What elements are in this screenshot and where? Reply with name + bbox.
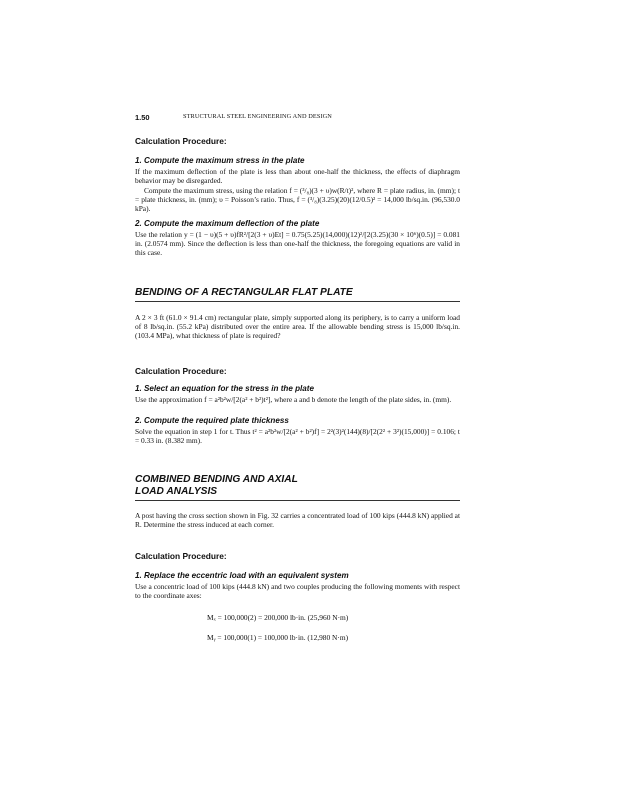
step-heading: 1. Select an equation for the stress in the plate [135,384,315,393]
calc-procedure-heading-2: Calculation Procedure: [135,366,227,376]
step-heading: 2. Compute the maximum deflection of the plate [135,219,320,228]
running-head [135,113,460,122]
step-heading: 1. Replace the eccentric load with an equivalent system [135,571,349,580]
paragraph: Compute the maximum stress, using the relation f = (³/₈)(3 + υ)w(R/t)², where R = plate radius, in. (mm); t = plate thickness, in. (mm); υ = Poisson’s ratio. Thus, f = (³/₈)(3.25)(20)(12/0.5)² = 14,000 lb/sq.in. (96,530.0 kPa). [135,186,460,214]
step-heading: 2. Compute the required plate thickness [135,416,289,425]
step-heading: 1. Compute the maximum stress in the plate [135,156,305,165]
section-rule [135,301,460,302]
calc-procedure-heading-3: Calculation Procedure: [135,551,227,561]
problem-statement: A post having the cross section shown in Fig. 32 carries a concentrated load of 100 kips (444.8 kN) applied at R. Determine the stress induced at each corner. [135,511,460,530]
paragraph: Use the relation y = (1 − υ)(5 + υ)fR²/[2(3 + υ)Et] = 0.75(5.25)(14,000)(12)²/[2(3.25)(30 × 10⁶)(0.5)] = 0.081 in. (2.0574 mm). Since the deflection is less than one-half the thickness, the foregoing equations are valid in this case. [135,230,460,258]
equation-mx: Mₓ = 100,000(2) = 200,000 lb·in. (25,960 N·m) [207,613,349,622]
running-title: STRUCTURAL STEEL ENGINEERING AND DESIGN [183,113,332,120]
section-rule [135,500,460,501]
paragraph: Solve the equation in step 1 for t. Thus t² = a²b²w/[2(a² + b²)f] = 2²(3)²(144)(8)/[2(2² + 3²)(15,000)] = 0.106; t = 0.33 in. (8.382 mm). [135,427,460,446]
section-title-line-2: LOAD ANALYSIS [135,486,218,497]
paragraph: Use the approximation f = a²b²w/[2(a² + b²)t²], where a and b denote the length of the plate sides, in. (mm). [135,395,452,404]
paragraph: If the maximum deflection of the plate is less than about one-half the thickness, the effects of diaphragm behavior may be disregarded. [135,167,460,186]
paragraph: Use a concentric load of 100 kips (444.8 kN) and two couples producing the following moments with respect to the coordinate axes: [135,582,460,601]
section-title: BENDING OF A RECTANGULAR FLAT PLATE [135,287,353,298]
section-title-line-1: COMBINED BENDING AND AXIAL [135,474,298,485]
page-number: 1.50 [135,113,150,122]
equation-my: Mᵧ = 100,000(1) = 100,000 lb·in. (12,980 N·m) [207,633,349,642]
calc-procedure-heading-1: Calculation Procedure: [135,136,227,146]
problem-statement: A 2 × 3 ft (61.0 × 91.4 cm) rectangular plate, simply supported along its periphery, is to carry a uniform load of 8 lb/sq.in. (55.2 kPa) distributed over the entire area. If the allowable bending stress is 15,000 lb/sq.in. (103.4 MPa), what thickness of plate is required? [135,313,460,341]
